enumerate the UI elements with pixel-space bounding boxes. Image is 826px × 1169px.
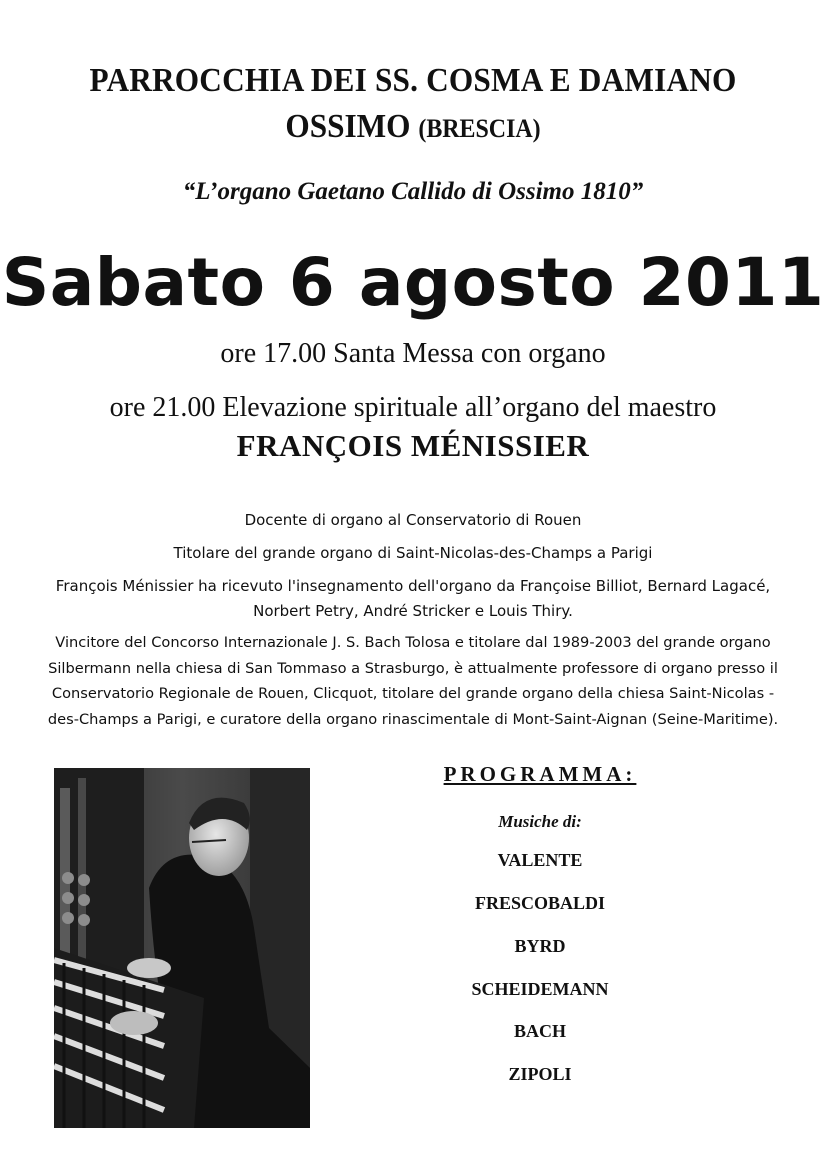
composer-item: VALENTE: [497, 850, 583, 870]
composer-item: FRESCOBALDI: [474, 893, 606, 913]
mass-time: ore 17.00 Santa Messa con organo: [220, 338, 606, 369]
bio-teaching: Docente di organo al Conservatorio di Rouen: [244, 511, 582, 529]
composer-item: ZIPOLI: [508, 1064, 572, 1084]
programme-title: PROGRAMMA:: [443, 762, 637, 786]
parish-name: PARROCCHIA DEI SS. COSMA E DAMIANO: [89, 62, 737, 99]
bio-paragraph-line: des-Champs a Parigi, e curatore della organo rinascimentale di Mont-Saint-Aignan (Seine-Maritime).: [47, 710, 779, 728]
composer-item: BYRD: [514, 936, 566, 956]
bio-training-line-2: Norbert Petry, André Stricker e Louis Thiry.: [253, 602, 573, 620]
bio-paragraph: [38, 630, 788, 732]
bio-paragraph-line: Conservatorio Regionale de Rouen, Clicquot, titolare del grande organo della chiesa Saint-Nicolas -: [51, 685, 775, 702]
bio-paragraph-line: Vincitore del Concorso Internazionale J. S. Bach Tolosa e titolare dal 1989-2003 del grande organo: [55, 634, 771, 651]
province-name: (BRESCIA): [418, 114, 541, 143]
composer-item: SCHEIDEMANN: [471, 979, 609, 999]
organ-subtitle: “L’organo Gaetano Callido di Ossimo 1810”: [182, 178, 644, 205]
bio-training-line-1: François Ménissier ha ricevuto l'insegnamento dell'organo da Françoise Billiot, Bernard Lagacé,: [55, 577, 771, 595]
programme-subtitle: Musiche di:: [498, 812, 582, 831]
event-date: Sabato 6 agosto 2011: [1, 244, 825, 321]
concert-time: ore 21.00 Elevazione spirituale all’organo del maestro: [109, 392, 717, 423]
bio-paragraph-line: Silbermann nella chiesa di San Tommaso a Strasburgo, è attualmente professore di organo presso il: [48, 659, 778, 677]
composer-item: BACH: [513, 1021, 566, 1041]
bio-title: Titolare del grande organo di Saint-Nicolas-des-Champs a Parigi: [173, 544, 653, 562]
town-heading: [33, 108, 793, 146]
performer-name: FRANÇOIS MÉNISSIER: [236, 428, 590, 463]
organist-photo: [54, 768, 310, 1128]
town-name: OSSIMO: [285, 108, 411, 145]
